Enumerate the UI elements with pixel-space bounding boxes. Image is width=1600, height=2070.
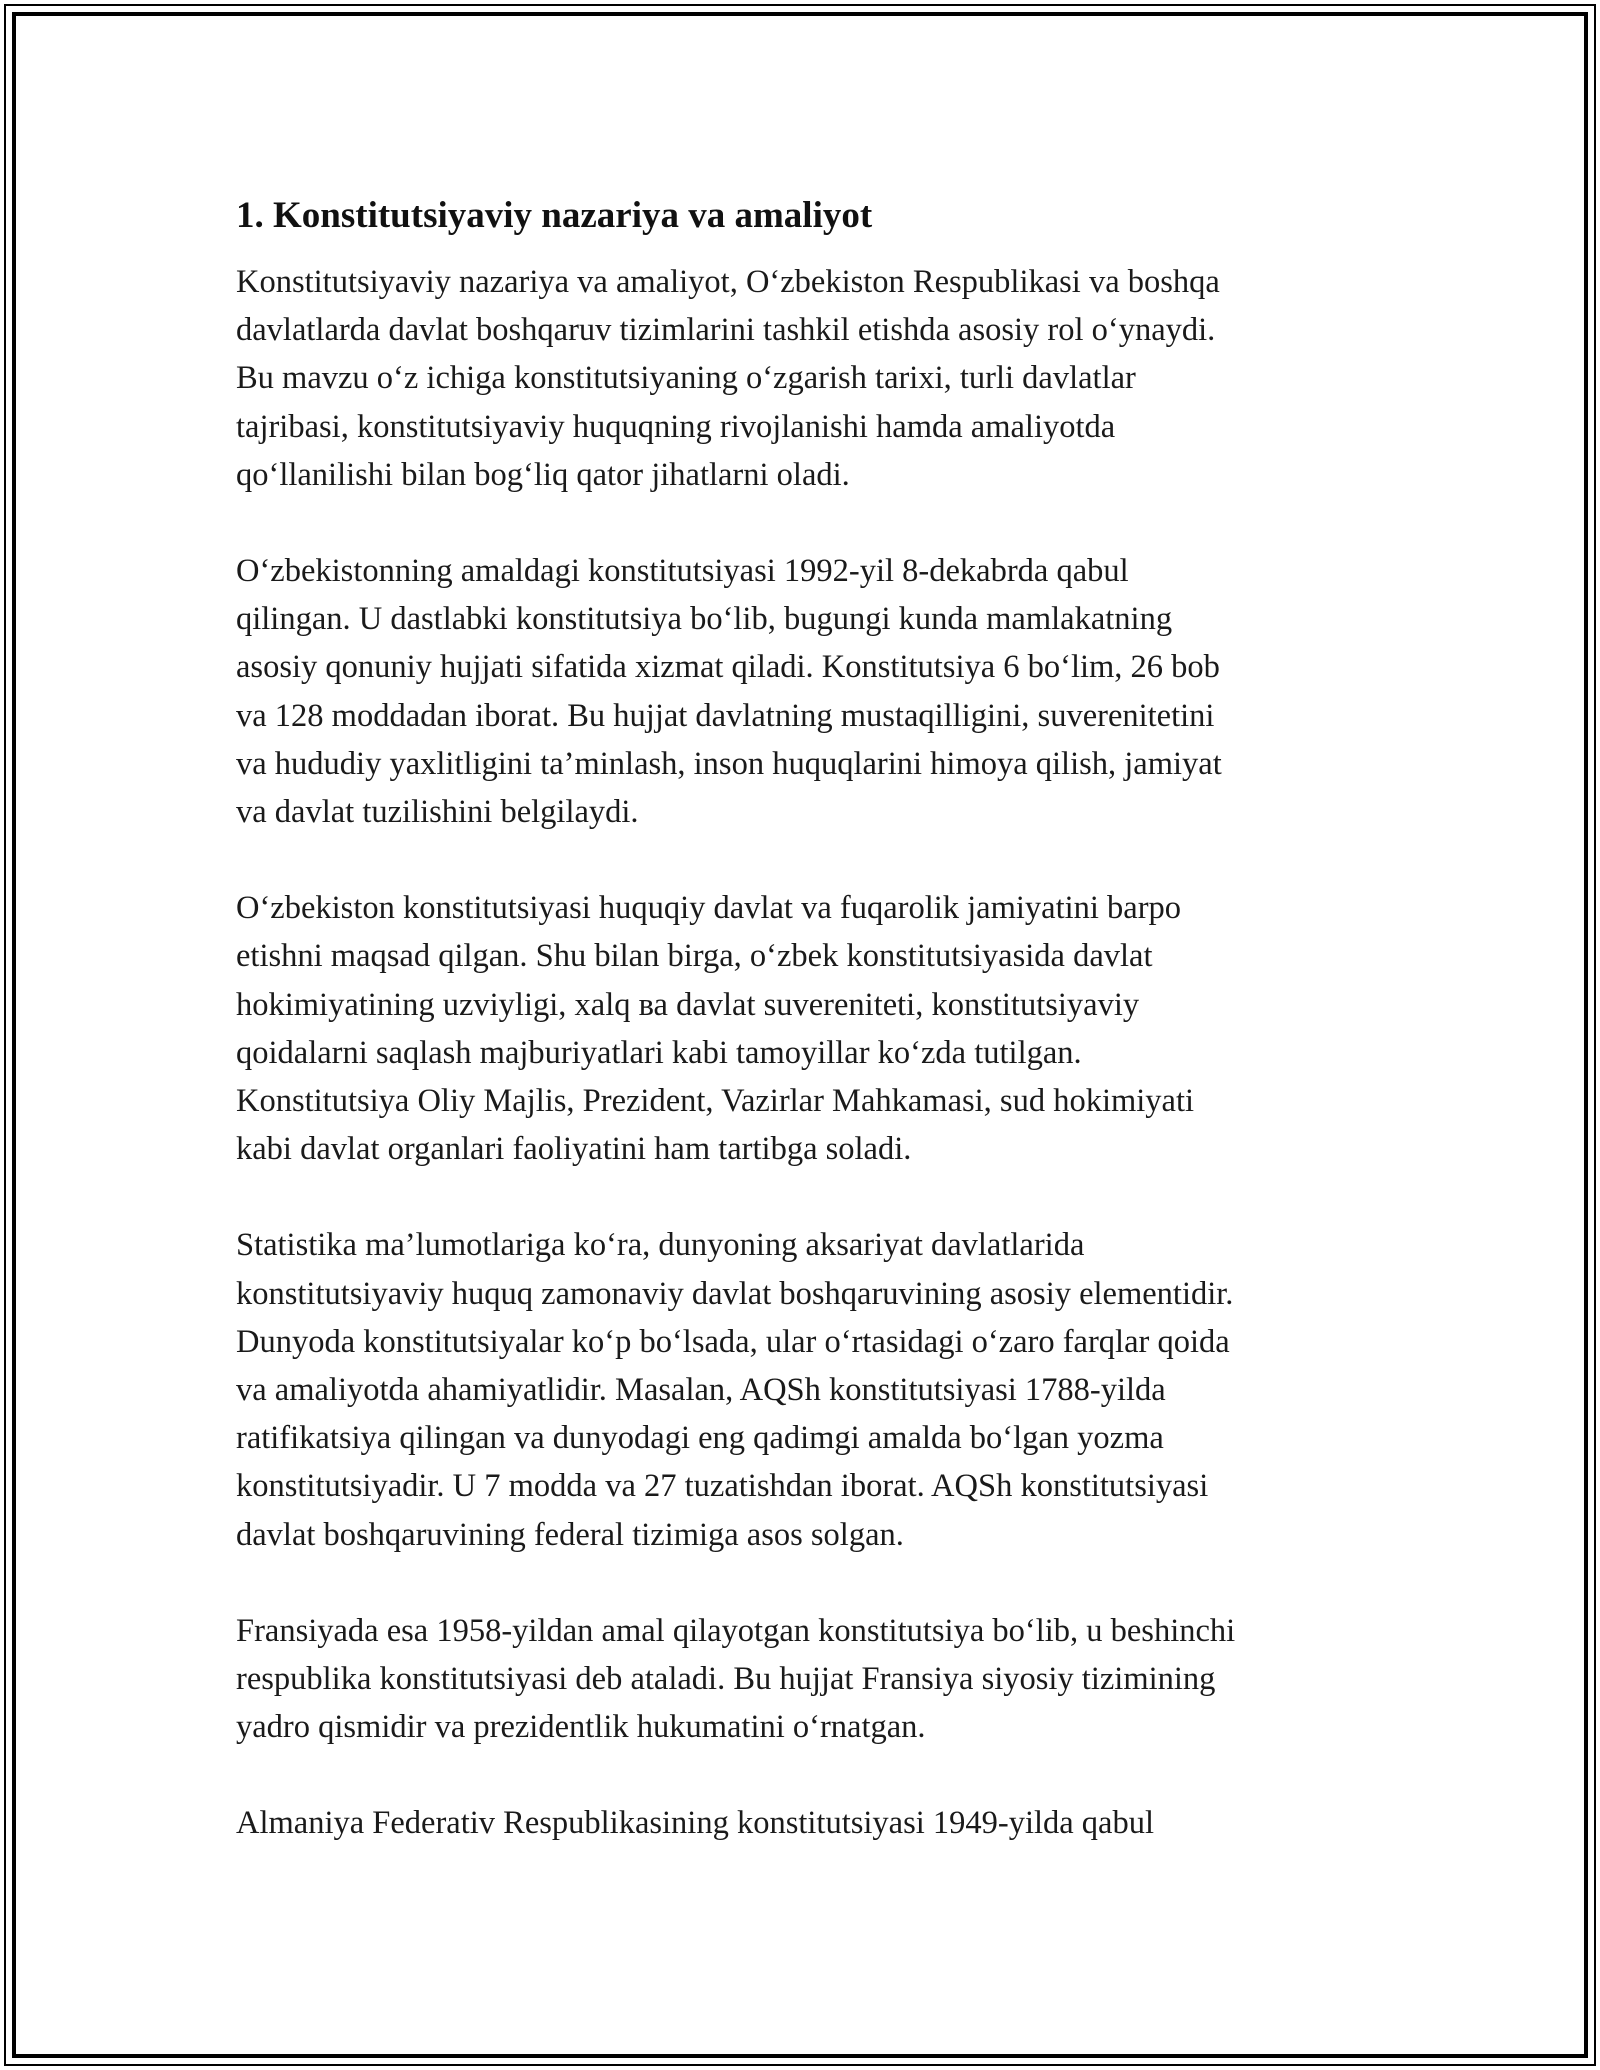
document-body bbox=[236, 188, 1376, 1896]
section-heading: 1. Konstitutsiyaviy nazariya va amaliyot bbox=[236, 195, 873, 236]
paragraph-germany: Almaniya Federativ Respublikasining konstitutsiyasi 1949-yilda qabul bbox=[236, 1805, 1155, 1842]
paragraph-uzbekistan-constitution: O‘zbekistonning amaldagi konstitutsiyasi 1992-yil 8-dekabrda qabul qilingan. U dastlabki konstitutsiya bo‘lib, bugungi kunda mamlakatning asosiy qonuniy hujjati sifatida xizmat qiladi. Konstitutsiya 6 bo‘lim, 26 bob va 128 moddadan iborat. Bu hujjat davlatning mustaqilligini, suverenitetini va hududiy yaxlitligini ta’minlash, inson huquqlarini himoya qilish, jamiyat va davlat tuzilishini belgilaydi. bbox=[236, 553, 1222, 831]
paragraph-statistics-usa: Statistika ma’lumotlariga ko‘ra, dunyoning aksariyat davlatlarida konstitutsiyaviy huquq zamonaviy davlat boshqaruvining asosiy elementidir. Dunyoda konstitutsiyalar ko‘p bo‘lsada, ular o‘rtasidagi o‘zaro farqlar qoida va amaliyotda ahamiyatlidir. Masalan, AQSh konstitutsiyasi 1788-yilda ratifikatsiya qilingan va dunyodagi eng qadimgi amalda bo‘lgan yozma konstitutsiyadir. U 7 modda va 27 tuzatishdan iborat. AQSh konstitutsiyasi davlat boshqaruvining federal tizimiga asos solgan. bbox=[236, 1227, 1234, 1553]
paragraph-constitution-principles: O‘zbekiston konstitutsiyasi huquqiy davlat va fuqarolik jamiyatini barpo etishni maqsad qilgan. Shu bilan birga, o‘zbek konstitutsiyasida davlat hokimiyatining uzviyligi, xalq ва davlat suvereniteti, konstitutsiyaviy qoidalarni saqlash majburiyatlari kabi tamoyillar ko‘zda tutilgan. Konstitutsiya Oliy Majlis, Prezident, Vazirlar Mahkamasi, sud hokimiyati kabi davlat organlari faoliyatini ham tartibga soladi. bbox=[236, 890, 1195, 1168]
paragraph-intro: Konstitutsiyaviy nazariya va amaliyot, O‘zbekiston Respublikasi va boshqa davlatlarda davlat boshqaruv tizimlarini tashkil etishda asosiy rol o‘ynaydi. Bu mavzu o‘z ichiga konstitutsiyaning o‘zgarish tarixi, turli davlatlar tajribasi, konstitutsiyaviy huquqning rivojlanishi hamda amaliyotda qo‘llanilishi bilan bog‘liq qator jihatlarni oladi. bbox=[236, 264, 1220, 493]
paragraph-france: Fransiyada esa 1958-yildan amal qilayotgan konstitutsiya bo‘lib, u beshinchi respublika konstitutsiyasi deb ataladi. Bu hujjat Fransiya siyosiy tizimining yadro qismidir va prezidentlik hukumatini o‘rnatgan. bbox=[236, 1612, 1236, 1746]
